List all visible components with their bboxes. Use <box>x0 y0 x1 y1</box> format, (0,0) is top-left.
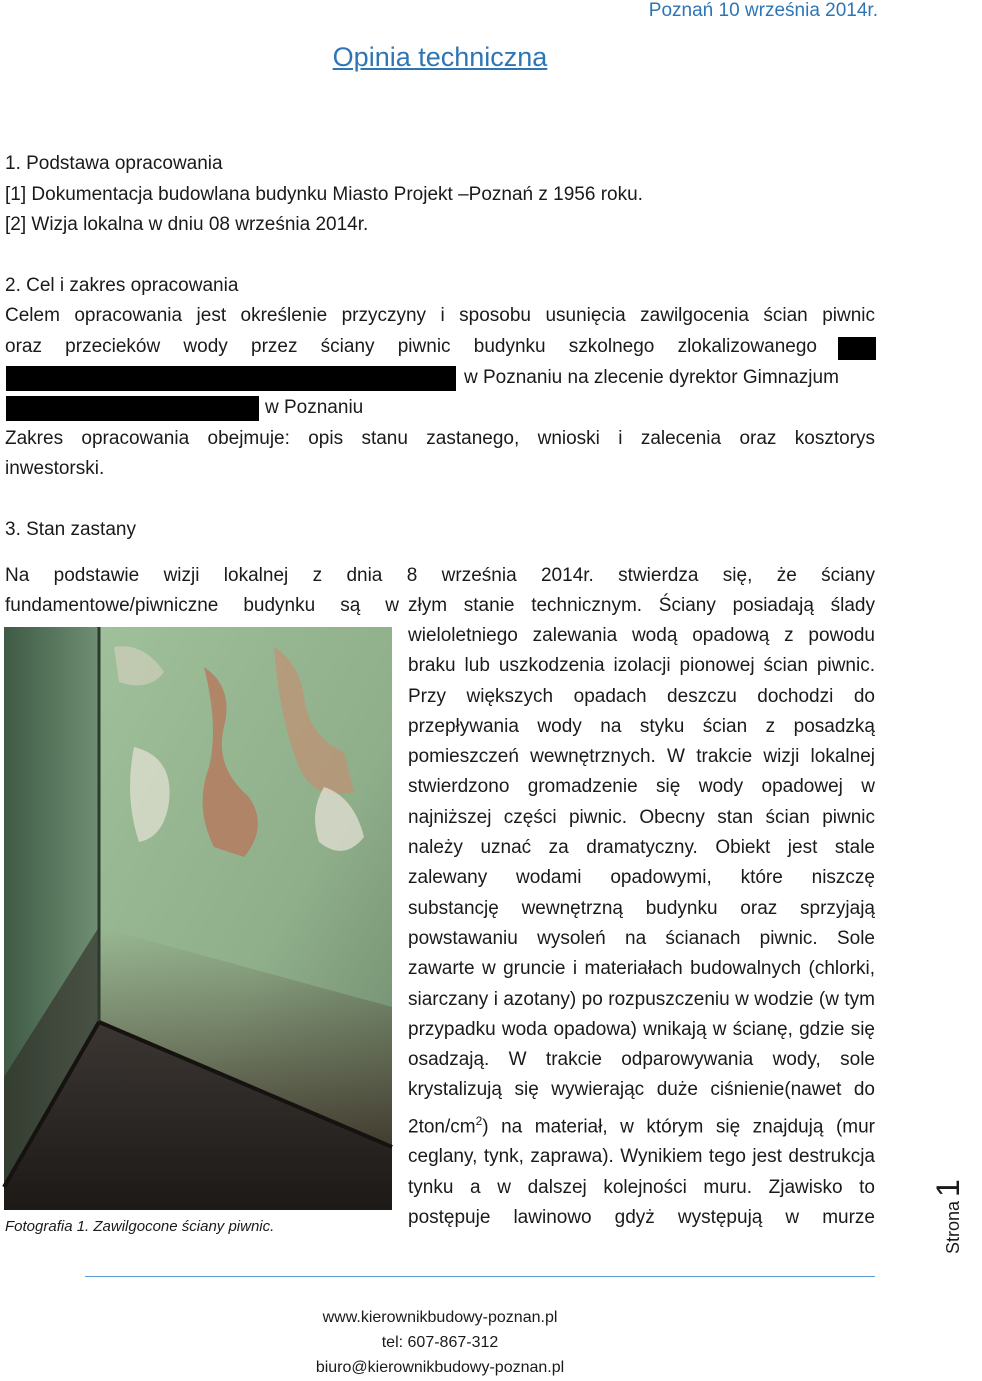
superscript: 2 <box>475 1113 483 1128</box>
section-3-heading: 3. Stan zastany <box>5 519 136 540</box>
state-description <box>408 621 875 1264</box>
state-line-2-left-text: fundamentowe/piwniczne budynku są w <box>5 595 399 616</box>
purpose-line-2-text: oraz przecieków wody przez ściany piwnic budynku szkolnego zlokalizowanego <box>5 336 817 357</box>
page-label: Strona <box>943 1200 963 1254</box>
damp-basement-photo <box>4 627 392 1210</box>
photo-illustration <box>4 627 392 1210</box>
photo-caption: Fotografia 1. Zawilgocone ściany piwnic. <box>5 1218 275 1235</box>
state-line-2-right <box>408 591 875 621</box>
purpose-line-1: Celem opracowania jest określenie przyczyny i sposobu usunięcia zawilgocenia ścian piwnic <box>5 305 875 326</box>
purpose-line-4: w Poznaniu <box>265 397 364 418</box>
source-item-2: [2] Wizja lokalna w dniu 08 września 2014r. <box>5 214 369 235</box>
purpose-line-3: w Poznaniu na zlecenie dyrektor Gimnazjum <box>464 367 839 388</box>
state-description-text-cont: ) na materiał, w którym się znajdują (mur ceglany, tynk, zaprawa). Wynikiem tego jest destrukcja tynku a w dalszej kolejności muru. Zjawisko to postępuje lawinowo gdyż występują w murze <box>408 1116 875 1228</box>
footer-website: www.kierownikbudowy-poznan.pl <box>322 1309 558 1326</box>
footer-email: biuro@kierownikbudowy-poznan.pl <box>315 1359 565 1376</box>
document-date: Poznań 10 września 2014r. <box>648 0 878 21</box>
state-line-2-right-text: złym stanie technicznym. Ściany posiadają ślady <box>408 595 875 616</box>
scope-line-1: Zakres opracowania obejmuje: opis stanu zastanego, wnioski i zalecenia oraz kosztorys <box>5 428 875 449</box>
redaction-box <box>6 396 259 421</box>
purpose-line-2 <box>5 332 817 362</box>
footer-divider <box>85 1276 875 1277</box>
state-description-text: wieloletniego zalewania wodą opadową z powodu braku lub uszkodzenia izolacji pionowej ścian piwnic. Przy większych opadach deszczu dochodzi do przepływania wody na styku ścian z posadzką pomieszczeń wewnętrznych. W trakcie wizji lokalnej stwierdzono gromadzenie się wody opadowej w najniższej części piwnic. Obecny stan ścian piwnic należy uznać za dramatyczny. Obiekt jest stale zalewany wodami opadowymi, które niszczę substancję wewnętrzną budynku oraz sprzyjają powstawaniu wysoleń na ścianach piwnic. Sole zawarte w gruncie i materiałach budowalnych (chlorki, siarczany i azotany) po rozpuszczeniu w wodzie (w tym przypadku woda opadowa) wnikają w ścianę, gdzie się osadzają. W trakcie odparowywania wody, sole krystalizują się wywierając duże ciśnienie(nawet do 2ton/cm <box>408 625 875 1138</box>
page-number-value: 1 <box>930 1179 966 1197</box>
source-item-1: [1] Dokumentacja budowlana budynku Miasto Projekt –Poznań z 1956 roku. <box>5 184 643 205</box>
scope-line-2: inwestorski. <box>5 458 105 479</box>
redaction-box <box>838 337 876 360</box>
footer-phone: tel: 607-867-312 <box>381 1334 499 1351</box>
page-number <box>912 1178 982 1254</box>
state-line-1: Na podstawie wizji lokalnej z dnia 8 września 2014r. stwierdza się, że ściany <box>5 565 875 586</box>
section-2-heading: 2. Cel i zakres opracowania <box>5 275 239 296</box>
redaction-box <box>6 366 456 391</box>
state-line-2-left <box>5 591 399 621</box>
document-title: Opinia techniczna <box>332 42 548 72</box>
section-1-heading: 1. Podstawa opracowania <box>5 153 223 174</box>
